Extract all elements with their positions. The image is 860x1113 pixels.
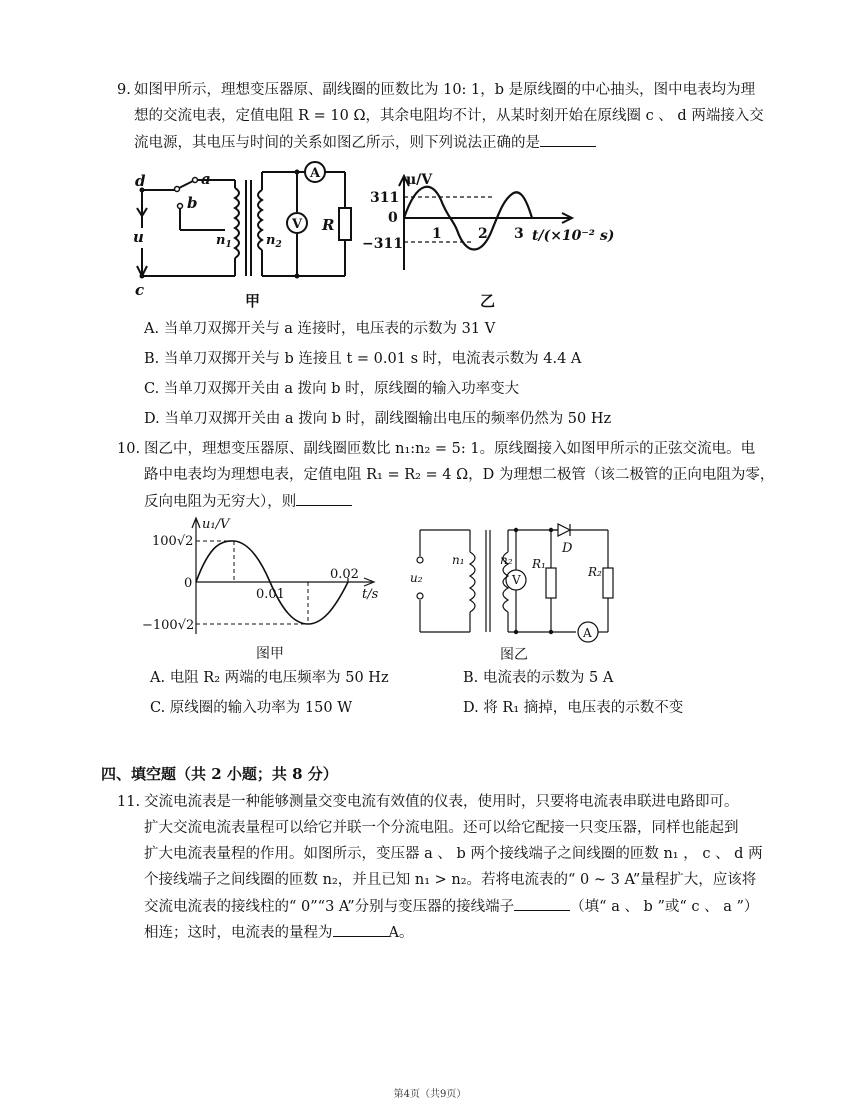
q11-answer-blank-1[interactable] bbox=[514, 896, 570, 911]
q10-graph-ylabel: u₁/V bbox=[202, 517, 230, 532]
q10-number: 10. bbox=[117, 441, 141, 457]
q9-option-c[interactable]: C. 当单刀双掷开关由 a 拨向 b 时，原线圈的输入功率变大 bbox=[144, 381, 520, 397]
q11-text-line6 bbox=[144, 922, 413, 943]
q9-label-n2 bbox=[266, 233, 282, 250]
q9-label-a: a bbox=[201, 170, 211, 188]
q9-circuit-diagram bbox=[125, 158, 365, 308]
q9-waveform-graph bbox=[362, 170, 622, 310]
q9-graph-ylabel: u/V bbox=[406, 172, 433, 188]
q9-text-line3 bbox=[134, 132, 596, 153]
q11-text-line2: 扩大交流电流表量程可以给它并联一个分流电阻。还可以给它配接一只变压器，同样也能起到 bbox=[144, 820, 739, 836]
q10-circuit-diagram bbox=[408, 520, 628, 665]
q9-option-d[interactable]: D. 当单刀双掷开关由 a 拨向 b 时，副线圈输出电压的频率仍然为 50 Hz bbox=[144, 411, 612, 427]
q10-label-u2: u₂ bbox=[410, 571, 423, 585]
q10-label-n1: n₁ bbox=[452, 553, 465, 567]
q11-text-line1: 交流电流表是一种能够测量交变电流有效值的仪表，使用时，只要将电流表串联进电路即可。 bbox=[144, 794, 739, 810]
q10-text-line3-content: 反向电阻为无穷大），则 bbox=[144, 494, 297, 510]
q9-graph-xtick-3: 3 bbox=[514, 226, 524, 242]
q9-graph-xlabel: t/(×10⁻² s) bbox=[532, 228, 615, 244]
q11-number: 11. bbox=[117, 794, 141, 810]
q10-label-n2: n₂ bbox=[500, 553, 513, 567]
q9-graph-ytick-bottom: −311 bbox=[362, 236, 403, 252]
q10-label-R1: R₁ bbox=[532, 557, 546, 571]
q9-graph-xtick-1: 1 bbox=[432, 226, 442, 242]
q10-option-b[interactable]: B. 电流表的示数为 5 A bbox=[463, 670, 614, 686]
q10-option-a[interactable]: A. 电阻 R₂ 两端的电压频率为 50 Hz bbox=[150, 670, 389, 686]
q10-graph-xtick-1: 0.01 bbox=[256, 587, 285, 602]
q9-label-n1 bbox=[216, 233, 232, 250]
q10-graph-ytick-bottom: −100√2 bbox=[142, 618, 195, 633]
q10-graph-xlabel: t/s bbox=[362, 587, 379, 602]
section-4-title: 四、填空题（共 2 小题；共 8 分） bbox=[101, 765, 338, 783]
q10-graph-xtick-2: 0.02 bbox=[330, 567, 359, 582]
q10-text-line1: 图乙中，理想变压器原、副线圈匝数比 n₁:n₂ = 5: 1。原线圈接入如图甲所示的正弦交流电。电 bbox=[144, 441, 756, 457]
q9-caption-yi: 乙 bbox=[480, 292, 496, 310]
q9-label-c: c bbox=[135, 281, 145, 299]
page-footer: 第4页（共9页） bbox=[393, 1089, 467, 1100]
q9-label-n1-sub: 1 bbox=[225, 240, 232, 250]
q11-text-line3: 扩大电流表量程的作用。如图所示，变压器 a 、 b 两个接线端子之间线圈的匝数 n₁ ， c 、 d 两 bbox=[144, 846, 763, 862]
q9-graph-ytick-zero: 0 bbox=[388, 210, 398, 226]
q9-label-d: d bbox=[135, 172, 146, 190]
q10-text-line2: 路中电表均为理想电表，定值电阻 R₁ = R₂ = 4 Ω，D 为理想二极管（该二极管的正向电阻为零， bbox=[144, 467, 775, 483]
q10-label-D: D bbox=[562, 541, 573, 556]
q11-text-line5-a: 交流电流表的接线柱的“ 0”“3 A”分别与变压器的接线端子 bbox=[144, 899, 515, 915]
q10-graph-ytick-zero: 0 bbox=[184, 576, 193, 591]
q10-label-R2: R₂ bbox=[588, 565, 602, 579]
q11-text-line6-a: 相连；这时，电流表的量程为 bbox=[144, 925, 333, 941]
q9-ammeter-label: A bbox=[310, 166, 321, 181]
q11-text-line6-b: A。 bbox=[388, 925, 414, 941]
q10-sine-graph bbox=[140, 514, 390, 664]
q9-label-n2-sub: 2 bbox=[275, 240, 282, 250]
q10-text-line3 bbox=[144, 491, 352, 512]
q10-option-d[interactable]: D. 将 R₁ 摘掉，电压表的示数不变 bbox=[463, 700, 684, 716]
q10-answer-blank[interactable] bbox=[296, 491, 352, 506]
q9-option-b[interactable]: B. 当单刀双掷开关与 b 连接且 t = 0.01 s 时，电流表示数为 4.4 A bbox=[144, 351, 582, 367]
q10-graph-ytick-top: 100√2 bbox=[152, 534, 194, 549]
q9-caption-jia: 甲 bbox=[245, 292, 261, 310]
q9-label-n2-letter: n bbox=[266, 233, 276, 248]
q9-label-b: b bbox=[187, 194, 198, 212]
q9-graph-xtick-2: 2 bbox=[478, 226, 488, 242]
q9-answer-blank[interactable] bbox=[540, 132, 596, 147]
q9-label-u: u bbox=[133, 228, 144, 246]
q10-ammeter-label: A bbox=[583, 626, 592, 640]
q9-graph-ytick-top: 311 bbox=[370, 190, 400, 206]
q9-voltmeter-label: V bbox=[292, 217, 303, 232]
q10-caption-yi: 图乙 bbox=[500, 647, 528, 663]
q10-voltmeter-label: V bbox=[512, 573, 521, 587]
q11-text-line4: 个接线端子之间线圈的匝数 n₂，并且已知 n₁ > n₂。若将电流表的“ 0 ~ 3 A”量程扩大，应该将 bbox=[144, 872, 757, 888]
q9-number: 9. bbox=[117, 82, 131, 98]
q9-text-line2: 想的交流电表，定值电阻 R = 10 Ω，其余电阻均不计，从某时刻开始在原线圈 c 、 d 两端接入交 bbox=[134, 108, 764, 124]
q11-answer-blank-2[interactable] bbox=[333, 922, 389, 937]
q9-label-n1-letter: n bbox=[216, 233, 226, 248]
q11-text-line5-b: （填“ a 、 b ”或“ c 、 a ”） bbox=[570, 899, 759, 915]
q9-option-a[interactable]: A. 当单刀双掷开关与 a 连接时，电压表的示数为 31 V bbox=[144, 321, 496, 337]
q9-resistor-label: R bbox=[322, 216, 335, 234]
q9-text-line3-content: 流电源，其电压与时间的关系如图乙所示，则下列说法正确的是 bbox=[134, 135, 540, 151]
q10-option-c[interactable]: C. 原线圈的输入功率为 150 W bbox=[150, 700, 353, 716]
q9-text-line1: 如图甲所示，理想变压器原、副线圈的匝数比为 10: 1，b 是原线圈的中心抽头，图中电表均为理 bbox=[134, 82, 756, 98]
q10-caption-jia: 图甲 bbox=[256, 646, 284, 662]
q11-text-line5 bbox=[144, 896, 758, 917]
